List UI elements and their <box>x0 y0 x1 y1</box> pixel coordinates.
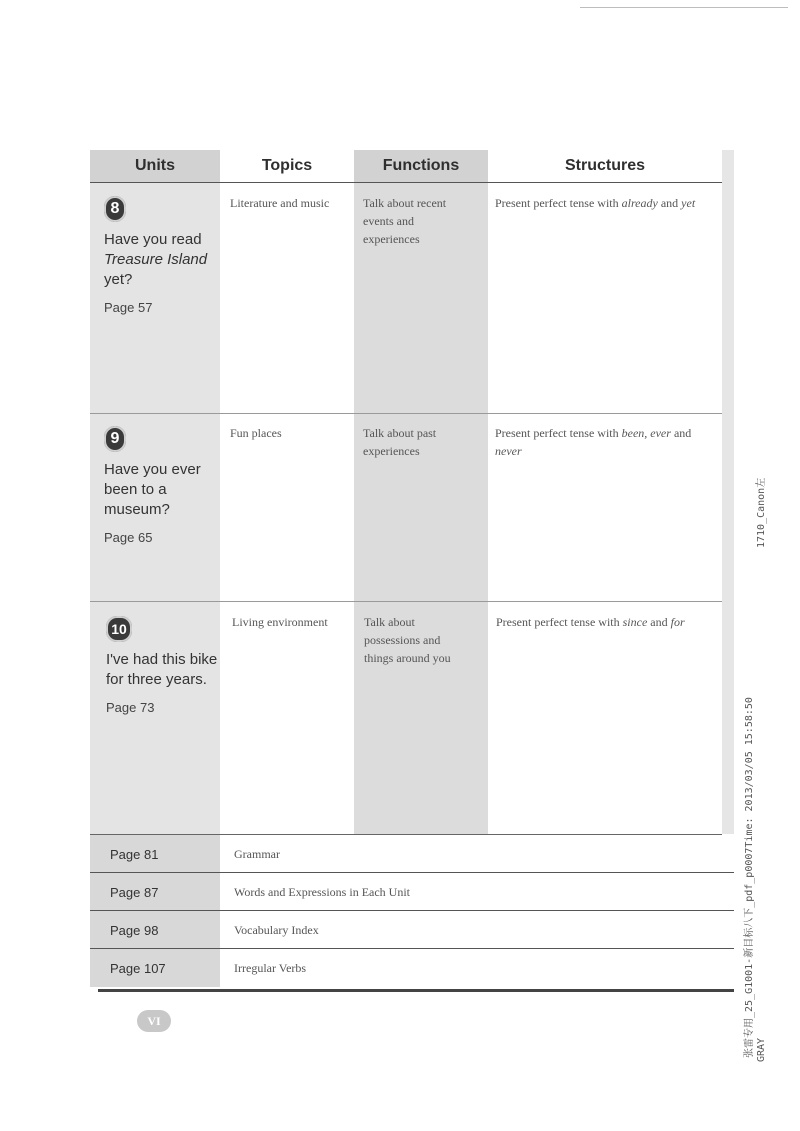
reference-page: Page 98 <box>90 911 220 949</box>
row-divider <box>90 601 722 602</box>
unit-8-structure: Present perfect tense with already and yet <box>495 196 696 210</box>
page-number: VI <box>137 1010 171 1032</box>
reference-title: Irregular Verbs <box>234 960 307 975</box>
unit-10-function: Talk about possessions and things around you <box>364 615 451 665</box>
unit-9-function: Talk about past experiences <box>363 426 437 458</box>
unit-title: Have you read Treasure Island yet? <box>104 231 208 288</box>
unit-title: Have you ever been to a museum? <box>104 461 201 518</box>
reference-row <box>90 835 734 873</box>
unit-9 <box>104 426 216 545</box>
scan-stamp-top: 1710_Canon左 <box>756 477 767 548</box>
header-functions: Functions <box>354 150 488 183</box>
unit-9-topic: Fun places <box>230 426 282 440</box>
unit-page: Page 65 <box>104 530 153 545</box>
reference-title: Vocabulary Index <box>234 922 319 937</box>
scan-stamp-gray: GRAY <box>756 1037 767 1062</box>
unit-8 <box>104 196 216 315</box>
top-scan-line <box>580 7 788 8</box>
unit-8-topic: Literature and music <box>230 196 330 210</box>
scan-stamp-bottom: 张雷专用_25_G1001-新目标八下_pdf_p0007Time: 2013/03/05 15:58:50 <box>744 697 755 1058</box>
reference-title: Grammar <box>234 846 280 861</box>
reference-row <box>90 911 734 949</box>
unit-10 <box>106 616 218 715</box>
unit-8-function: Talk about recent events and experiences <box>363 196 447 246</box>
reference-title: Words and Expressions in Each Unit <box>234 884 411 899</box>
unit-title: I've had this bike for three years. <box>106 651 218 688</box>
unit-10-topic: Living environment <box>232 615 328 629</box>
unit-page: Page 57 <box>104 300 153 315</box>
reference-page: Page 107 <box>90 949 220 987</box>
header-structures: Structures <box>488 150 722 183</box>
reference-page: Page 87 <box>90 873 220 911</box>
unit-page: Page 73 <box>106 700 155 715</box>
reference-row <box>90 873 734 911</box>
unit-number-badge: 9 <box>104 426 126 452</box>
functions-column-bg <box>354 183 488 834</box>
bottom-rule <box>98 989 734 992</box>
reference-row <box>90 949 734 987</box>
row-divider <box>90 413 722 414</box>
unit-number-badge: 8 <box>104 196 126 222</box>
header-topics: Topics <box>220 150 354 183</box>
header-units: Units <box>90 150 220 183</box>
reference-page: Page 81 <box>90 835 220 873</box>
unit-9-structure: Present perfect tense with been, ever and never <box>495 426 692 458</box>
unit-number-badge: 10 <box>106 616 132 642</box>
edge-shading <box>722 150 734 834</box>
unit-10-structure: Present perfect tense with since and for <box>496 615 685 629</box>
